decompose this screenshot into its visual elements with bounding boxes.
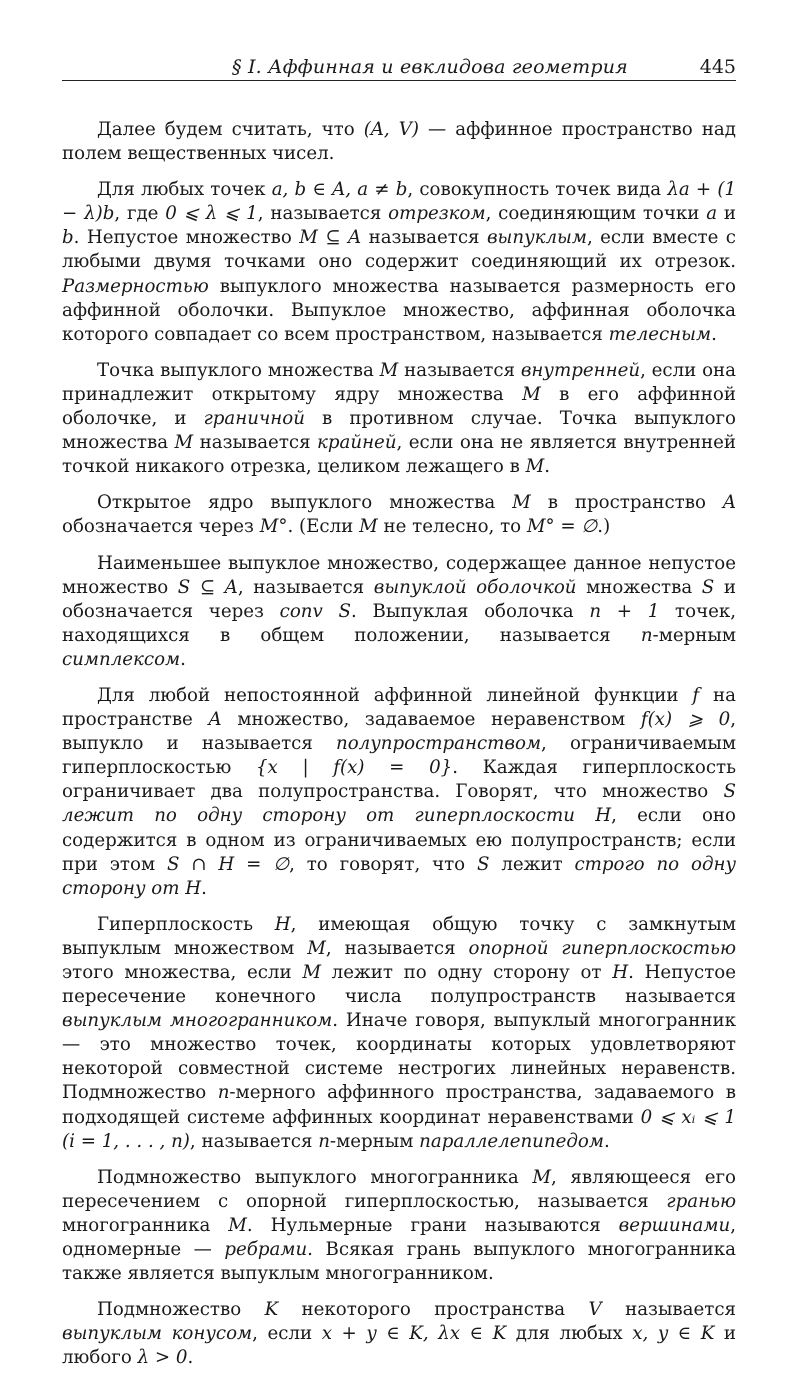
math: M — [512, 492, 531, 514]
math: M° = ∅ — [526, 516, 598, 538]
paragraph-1 — [62, 118, 736, 166]
math: A — [722, 492, 736, 514]
text: . Нульмерные грани называются — [246, 1214, 619, 1236]
text: , называется — [325, 937, 469, 959]
math: M ⊆ A — [299, 227, 362, 249]
text: Гиперплоскость — [97, 913, 275, 935]
math: M° — [259, 516, 288, 538]
running-header — [62, 50, 736, 81]
term: лежит по одну сторону от гиперплоскости — [62, 805, 575, 827]
text: Точка выпуклого множества — [97, 359, 380, 381]
term: полупространством — [336, 733, 542, 755]
text: . — [180, 648, 186, 670]
text: . Всякая грань выпуклого многогранника также является выпуклым многогранником. — [62, 1239, 736, 1285]
math: f(x) ⩾ 0 — [640, 709, 731, 731]
text: и обозначается через — [62, 576, 736, 622]
term: телесным — [608, 323, 712, 345]
math: M — [522, 383, 541, 405]
term: внутренней — [520, 359, 641, 381]
paragraph-6 — [62, 684, 736, 901]
term: ребрами — [224, 1239, 308, 1261]
running-header-title: § I. Аффинная и евклидова геометрия — [232, 56, 628, 78]
text: .) — [597, 516, 611, 538]
math: M — [525, 456, 545, 478]
text: . Непустое множество — [73, 227, 300, 249]
text: лежит — [489, 853, 575, 875]
text: , выпукло и называется — [62, 709, 736, 755]
text: Наименьшее выпуклое множество, содержащее данное непустое множество — [62, 552, 736, 598]
math: H — [612, 962, 629, 983]
text: называется — [193, 432, 318, 454]
text: — аффинное пространство над полем вещественных чисел. — [62, 119, 736, 165]
term: выпуклым многогранником — [62, 1010, 333, 1032]
paragraph-9 — [62, 1298, 736, 1370]
page-body — [62, 118, 736, 1383]
term: выпуклым конусом — [62, 1323, 253, 1345]
term: выпуклой оболочкой — [373, 576, 577, 598]
text: , где — [114, 203, 166, 225]
text: называется — [601, 1299, 736, 1321]
text: Для любой непостоянной аффинной линейной функции — [97, 684, 693, 706]
text: Далее будем считать, что — [97, 119, 364, 140]
text: на пространстве — [62, 684, 736, 731]
text: Подмножество выпуклого многогранника — [97, 1166, 533, 1188]
paragraph-2 — [62, 178, 736, 347]
text: , ограничиваемым гиперплоскостью — [62, 733, 736, 779]
term: вершинами — [618, 1214, 731, 1236]
term: опорной гиперплоскостью — [468, 937, 736, 959]
math: H — [274, 913, 291, 935]
paragraph-5 — [62, 552, 736, 672]
math: x + y ∈ K, λx ∈ K — [321, 1323, 507, 1345]
math: M — [359, 516, 378, 538]
text: называется — [398, 359, 521, 381]
text: , если оно содержится в одном из ограничиваемых ею полупространств; если при этом — [62, 805, 736, 875]
math: 0 ⩽ λ ⩽ 1 — [165, 203, 258, 225]
text: не телесно, то — [377, 516, 527, 538]
math: n — [217, 1082, 230, 1104]
text: , соединяющим точки — [485, 203, 707, 225]
text: в его аффинной оболочке, и — [62, 383, 736, 430]
math: M — [532, 1166, 551, 1188]
paragraph-7 — [62, 913, 736, 1154]
term: отрезком — [388, 203, 486, 225]
math: S — [723, 781, 736, 803]
math: V — [588, 1299, 602, 1321]
math: λa + (1 − λ)b — [62, 179, 737, 225]
math: 0 ⩽ xᵢ ⩽ 1 (i = 1, . . . , n) — [62, 1106, 736, 1152]
math: H — [185, 877, 202, 899]
text: обозначается через — [62, 516, 260, 538]
text: . — [544, 456, 551, 478]
math: S — [701, 576, 715, 598]
term: строго по одну сторону от — [62, 853, 737, 899]
math: M — [228, 1214, 247, 1236]
text: выпуклого множества называется размерность его аффинной оболочки. Выпуклое множество, аффинная оболочка которого совпадает со всем пространством, называется — [62, 275, 736, 345]
term: граничной — [203, 408, 305, 430]
text: этого множества, если — [62, 962, 303, 983]
text — [575, 805, 595, 826]
term: гранью — [666, 1190, 736, 1212]
math: conv S — [279, 600, 351, 622]
text: . Каждая гиперплоскость ограничивает два полупространства. Говорят, что множество — [62, 757, 736, 803]
text: , являющееся его пересечением с опорной гиперплоскостью, называется — [62, 1166, 736, 1212]
text: множество, задаваемое неравенством — [221, 709, 641, 731]
math: (A, V) — [363, 119, 419, 140]
text: Для любых точек — [97, 179, 272, 201]
term: Размерностью — [62, 275, 209, 297]
text: , имеющая общую точку с замкнутым выпуклым множеством — [62, 913, 736, 959]
math: x, y ∈ K — [632, 1323, 715, 1345]
text: , называется — [257, 203, 389, 225]
text: -мерным — [329, 1130, 420, 1152]
math: n — [318, 1130, 330, 1152]
text: , одномерные — — [62, 1214, 736, 1261]
text: -мерным — [652, 624, 736, 646]
text: , называется — [189, 1130, 319, 1152]
text: . Иначе говоря, выпуклый многогранник — это множество точек, координаты которых удовлетворяют некоторой совместной системе нестрогих линейных неравенств. Подмножество — [62, 1010, 736, 1104]
math: {x | f(x) = 0} — [255, 757, 453, 779]
text: . — [201, 877, 207, 899]
text: и любого — [62, 1323, 736, 1369]
paragraph-4 — [62, 491, 736, 539]
text: -мерного аффинного пространства, задаваемого в подходящей системе аффинных координат неравенствами — [62, 1082, 736, 1128]
math: f — [692, 684, 700, 706]
math: M — [307, 937, 326, 959]
paragraph-8 — [62, 1166, 736, 1286]
text: в пространство — [530, 492, 723, 514]
math: S ⊆ A — [177, 576, 238, 598]
paragraph-3 — [62, 359, 736, 479]
text: множества — [576, 576, 702, 598]
math: S ∩ H = ∅ — [166, 853, 290, 875]
text: , если она не является внутренней точкой никакого отрезка, целиком лежащего в — [62, 432, 736, 478]
math: M — [302, 962, 321, 983]
text: . — [187, 1347, 194, 1369]
term: выпуклым — [486, 227, 587, 249]
text: в противном случае. Точка выпуклого множества — [62, 408, 736, 454]
text: для любых — [506, 1323, 633, 1345]
math: a — [706, 203, 718, 225]
text: , совокупность точек вида — [407, 179, 668, 201]
text: . — [711, 323, 717, 345]
math: M — [174, 432, 194, 454]
math: n — [640, 624, 653, 646]
text: Подмножество — [97, 1299, 265, 1321]
term: симплексом — [62, 648, 181, 670]
math: λ > 0 — [137, 1347, 188, 1369]
text: , если вместе с любыми двумя точками оно содержит соединяющий их отрезок. — [62, 227, 736, 273]
term: параллелепипедом — [419, 1130, 604, 1152]
math: A — [208, 709, 222, 731]
math: S — [477, 853, 490, 875]
math: H — [595, 805, 612, 827]
term: крайней — [317, 432, 397, 454]
math: K — [264, 1299, 279, 1321]
text: . — [603, 1130, 610, 1152]
math: M — [379, 359, 399, 381]
text: . Выпуклая оболочка — [350, 600, 590, 622]
text: называется — [361, 227, 487, 249]
text: некоторого пространства — [278, 1299, 589, 1321]
text: многогранника — [62, 1214, 229, 1236]
text: точек, находящихся в общем положении, называется — [62, 600, 737, 646]
text: , то говорят, что — [289, 853, 477, 875]
text: лежит по одну сторону от — [320, 962, 613, 983]
text: и — [717, 203, 736, 225]
text: . (Если — [287, 516, 360, 538]
page-number: 445 — [699, 56, 736, 78]
math: n + 1 — [589, 600, 660, 622]
text: , если — [252, 1323, 322, 1345]
math: b — [62, 227, 74, 249]
text: Открытое ядро выпуклого множества — [97, 492, 513, 514]
text: , если она принадлежит открытому ядру множества — [62, 359, 736, 405]
math: a, b ∈ A, a ≠ b — [271, 179, 408, 201]
text: . Непустое пересечение конечного числа полупространств называется — [62, 962, 736, 1008]
text: , называется — [237, 576, 374, 598]
